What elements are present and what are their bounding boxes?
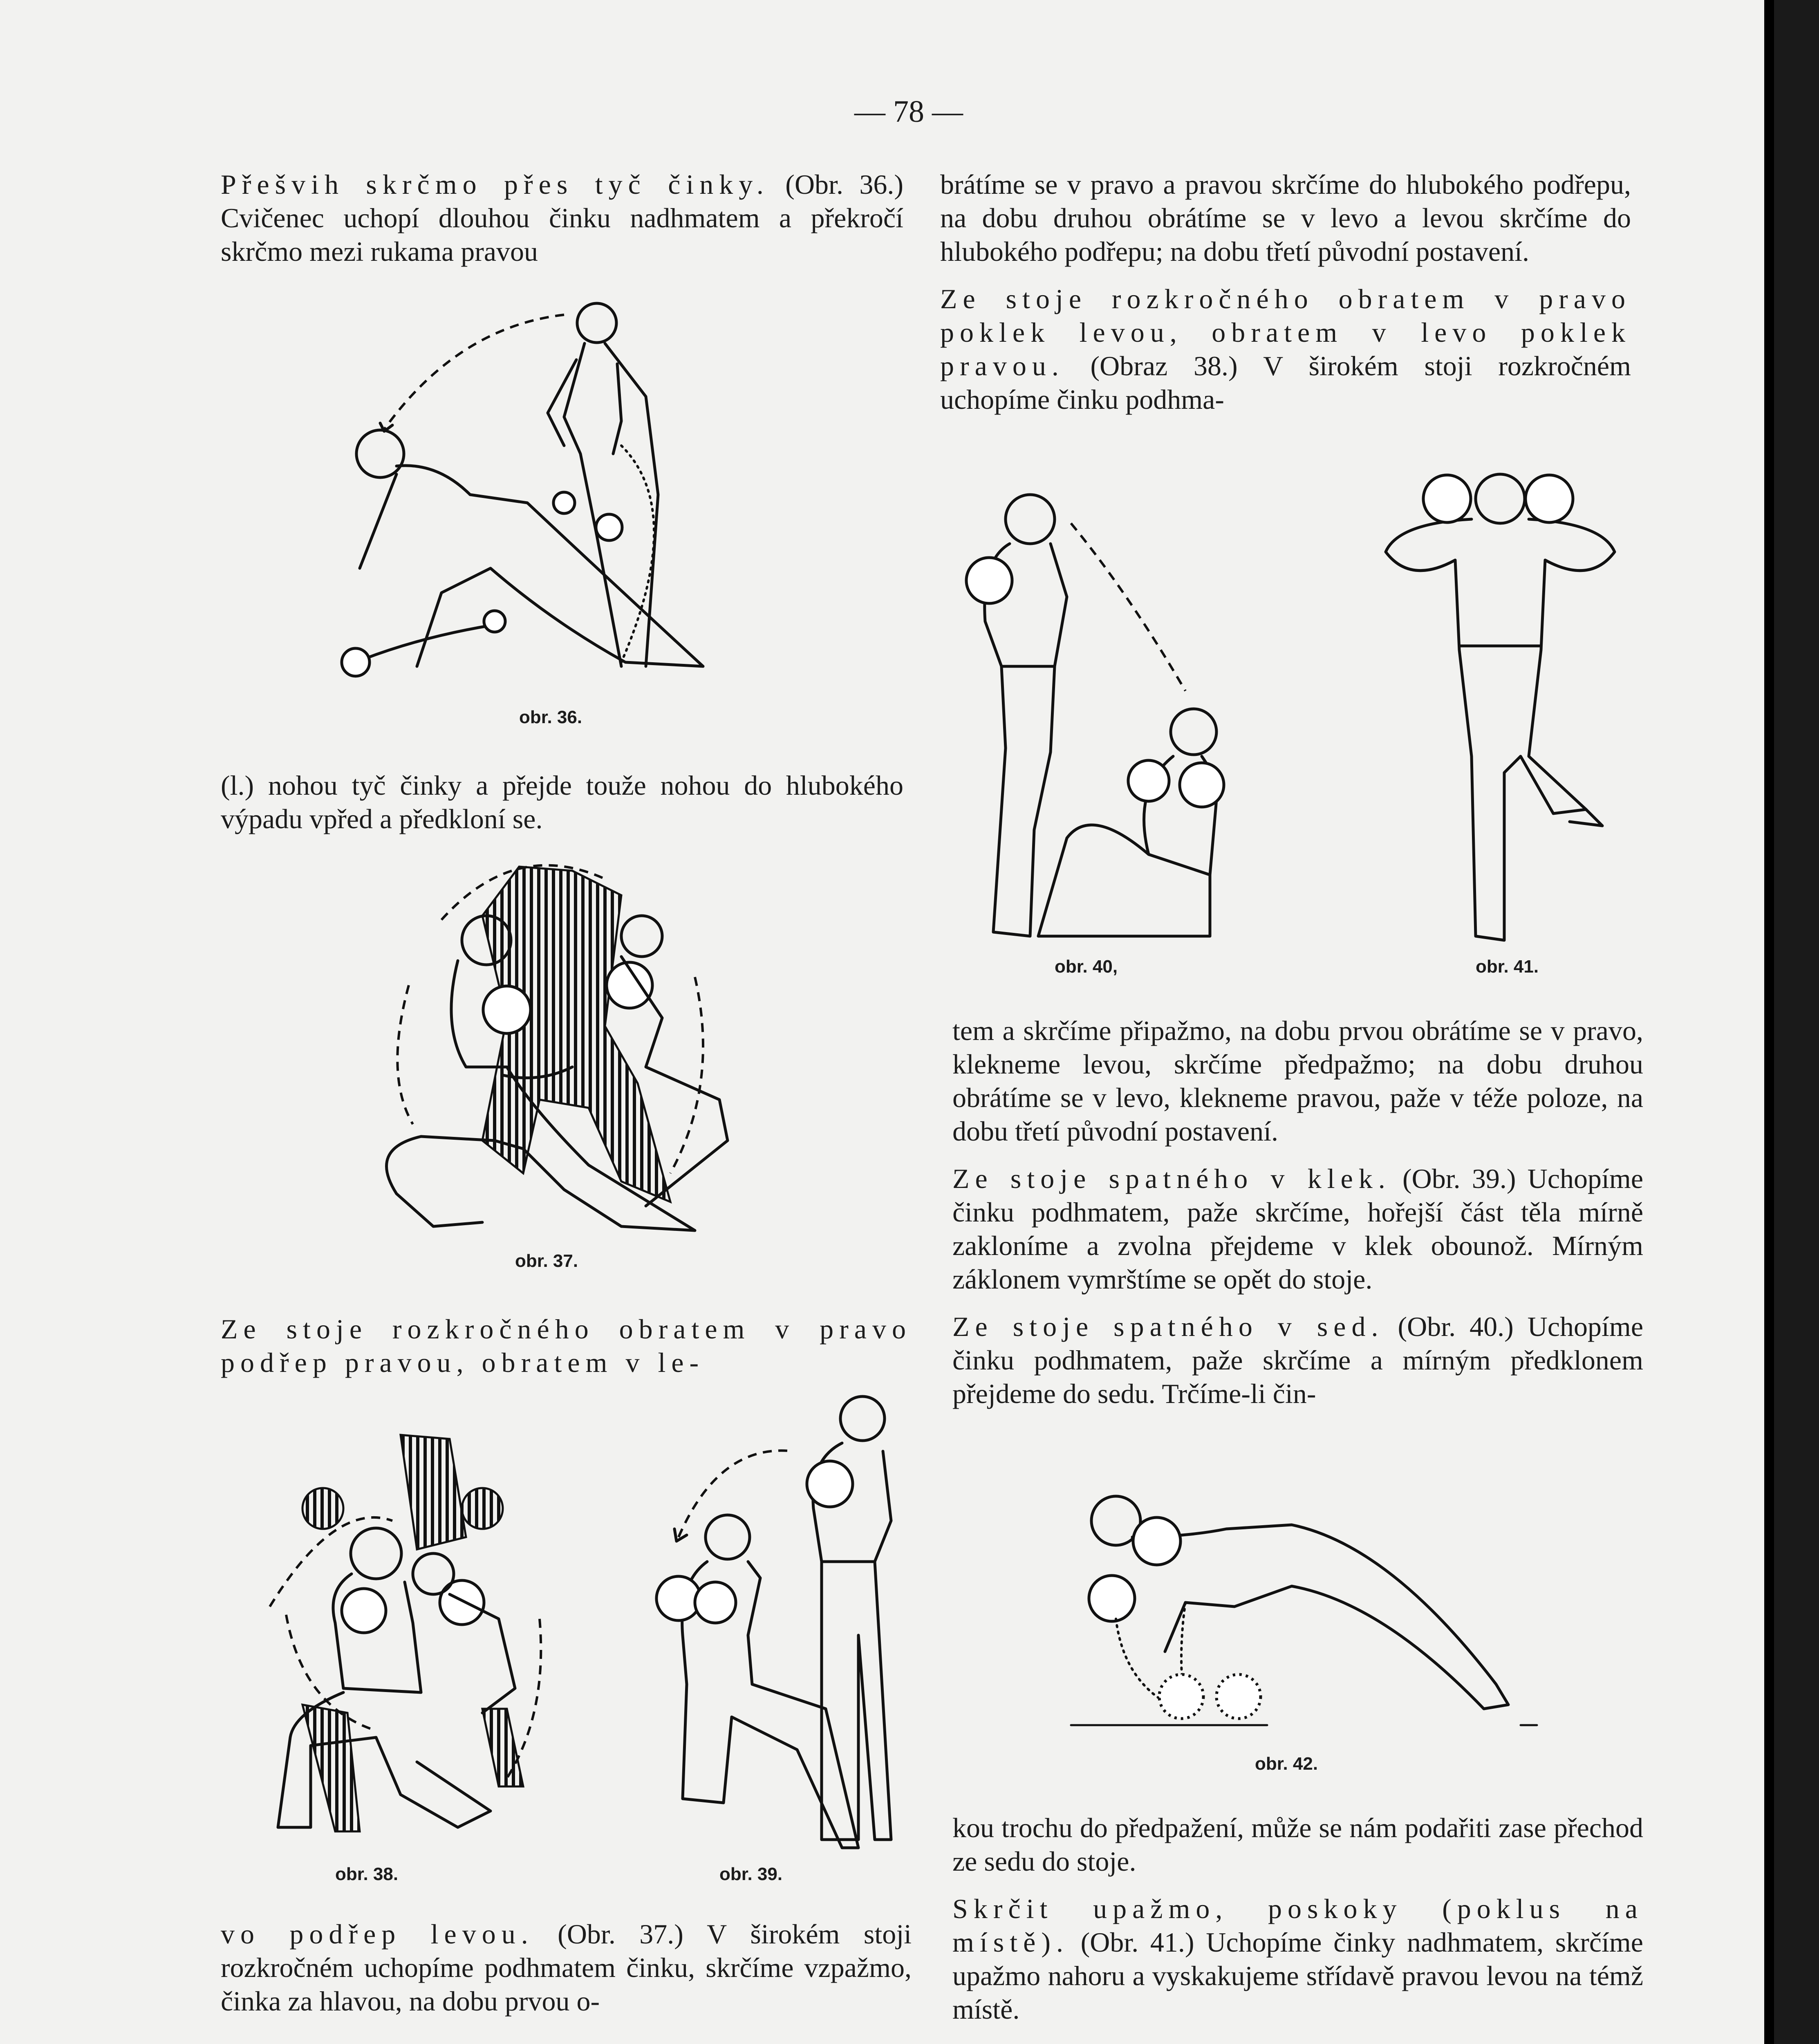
caption-38: obr. 38.	[335, 1864, 399, 1884]
caption-39: obr. 39.	[719, 1864, 783, 1884]
figure-37	[360, 854, 768, 1239]
figure-37-illustration	[360, 854, 768, 1239]
figure-36	[335, 282, 768, 691]
paragraph-38-heading: Ze stoje rozkročného obratem v pravo poklek levou, obratem v levo poklek pravou.	[940, 283, 1631, 381]
caption-42: obr. 42.	[1255, 1754, 1318, 1774]
left-column-mid	[221, 769, 903, 849]
caption-37: obr. 37.	[515, 1251, 578, 1271]
paragraph-36-continued: (l.) nohou tyč činky a přejde touže nohou do hlubokého výpadu vpřed a předkloní se.	[221, 770, 903, 834]
caption-40: obr. 40,	[1055, 957, 1118, 977]
paragraph-41-body: (Obr. 41.) Uchopíme činky nadhmatem, skrčíme upažmo nahoru a vyskakujeme střídavě pravou levou na témž místě.	[952, 1927, 1643, 2025]
figure-42-illustration	[1063, 1480, 1553, 1741]
paragraph-37	[221, 1917, 912, 2018]
paragraph-37-heading-block	[221, 1312, 912, 1379]
figure-41-illustration	[1373, 462, 1627, 944]
figure-40-illustration	[957, 486, 1267, 948]
page-number: — 78 —	[854, 94, 963, 129]
figure-39	[629, 1390, 924, 1856]
figure-39-illustration	[629, 1390, 924, 1856]
paragraph-36	[221, 168, 903, 268]
paragraph-40-body: (Obr. 40.) Uchopíme činku podhmatem, paže skrčíme a mírným předklonem přejdeme do sedu. Trčíme-li čin-	[952, 1311, 1644, 1409]
paragraph-39	[952, 1162, 1643, 1296]
paragraph-38	[940, 282, 1631, 416]
caption-36: obr. 36.	[519, 707, 582, 727]
right-column-bottom	[952, 1811, 1643, 2040]
figure-38	[253, 1427, 572, 1856]
figure-40	[957, 486, 1267, 948]
figure-42	[1063, 1480, 1553, 1741]
paragraph-40	[952, 1310, 1643, 1410]
paragraph-38-body: (Obraz 38.) V širokém stoji rozkročném uchopíme činku podhma-	[940, 350, 1631, 415]
paragraph-39-body: (Obr. 39.) Uchopíme činku podhmatem, paže skrčíme, hořejší část těla mírně zakloníme a zvolna přejdeme v klek obounož. Mírným záklonem vymrštíme se opět do stoje.	[952, 1163, 1644, 1295]
left-column-lower	[221, 1312, 912, 1393]
paragraph-37-body: (Obr. 37.) V širokém stoji rozkročném uchopíme podhmatem činku, skrčíme vzpažmo, činka za hlavou, na dobu prvou o-	[221, 1918, 912, 2017]
left-column-top	[221, 168, 903, 282]
figure-41	[1373, 462, 1627, 944]
figure-38-illustration	[253, 1427, 572, 1856]
caption-41: obr. 41.	[1476, 957, 1539, 977]
paragraph-40-heading: Ze stoje spatného v sed.	[952, 1311, 1384, 1342]
paragraph-37-heading: Ze stoje rozkročného obratem v pravo podřep pravou, obratem v le-	[221, 1313, 912, 1378]
figure-36-illustration	[335, 282, 768, 691]
paragraph-40-continued: kou trochu do předpažení, může se nám podařiti zase přechod ze sedu do stoje.	[952, 1812, 1643, 1877]
paragraph-37-continued: brátíme se v pravo a pravou skrčíme do hlubokého podřepu, na dobu druhou obrátíme se v levo a levou skrčíme do hlubokého podřepu; na dobu třetí původní postavení.	[940, 169, 1631, 267]
paragraph-39-heading: Ze stoje spatného v klek.	[952, 1163, 1391, 1194]
paragraph-41-heading: Skrčit upažmo, poskoky (poklus na místě).	[952, 1893, 1643, 1958]
paragraph-41	[952, 1892, 1643, 2026]
paragraph-36-body: (Obr. 36.) Cvičenec uchopí dlouhou činku nadhmatem a překročí skrčmo mezi rukama pravou	[221, 169, 904, 267]
right-column-mid	[952, 1014, 1643, 1424]
paragraph-38-continued: tem a skrčíme připažmo, na dobu prvou obrátíme se v pravo, klekneme levou, skrčíme předpažmo; na dobu druhou obrátíme se v levo, klekneme pravou, paže v téže poloze, na dobu třetí původní postavení.	[952, 1015, 1643, 1147]
right-column-top	[940, 168, 1631, 430]
left-column-bottom	[221, 1917, 912, 2032]
paragraph-37-heading-end: vo podřep levou.	[221, 1918, 534, 1950]
paragraph-36-heading: Přešvih skrčmo přes tyč činky.	[221, 169, 769, 200]
